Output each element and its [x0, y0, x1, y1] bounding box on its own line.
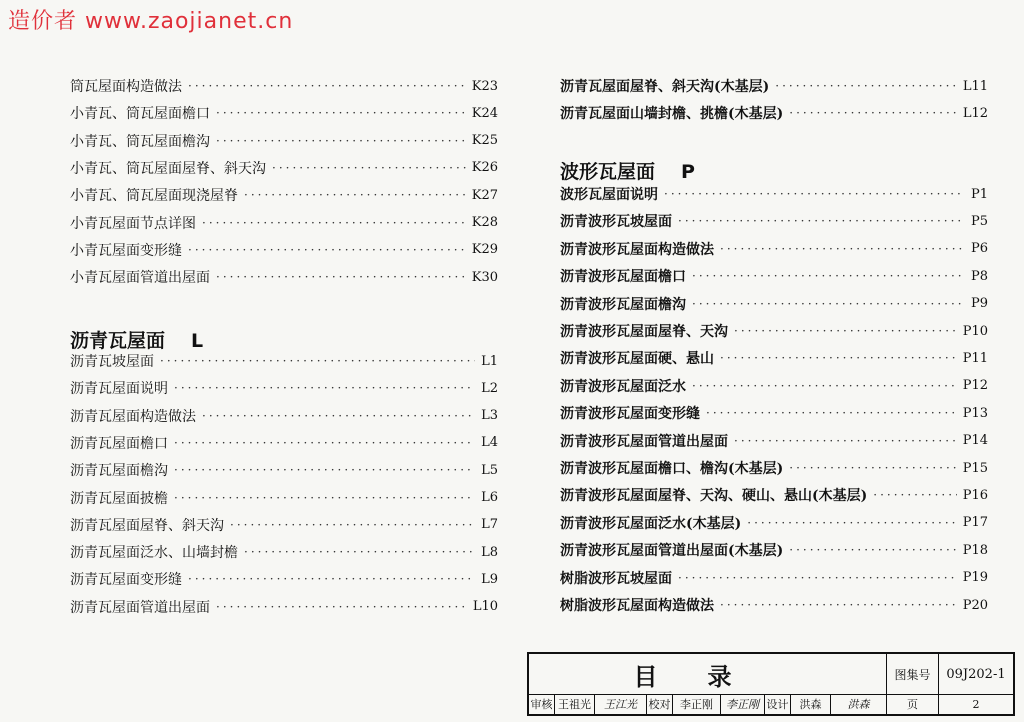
toc-entry-title: 沥青波形瓦屋面变形缝: [560, 406, 700, 423]
toc-entry-title: 树脂波形瓦屋面构造做法: [560, 598, 714, 614]
toc-entry: [560, 565, 988, 591]
toc-entry: [70, 210, 498, 236]
toc-entry-title: 沥青波形瓦屋面檐口: [560, 269, 686, 286]
dot-leader: [174, 491, 475, 505]
toc-entry: [560, 482, 988, 508]
toc-entry-page: L3: [481, 408, 498, 424]
toc-entry: [70, 430, 498, 456]
toc-entry-title: 小青瓦屋面节点详图: [70, 215, 196, 232]
toc-entry-page: L6: [481, 490, 498, 505]
toc-entry: [560, 263, 988, 289]
atlas-number-label: 图集号: [887, 654, 939, 694]
toc-entry-page: P16: [962, 487, 988, 503]
toc-entry: [560, 345, 988, 371]
title-block-row-signatures: [529, 694, 1013, 714]
reviewer-signature: 王江光: [595, 694, 647, 714]
dot-leader: [747, 516, 956, 530]
reviewer-name: 王祖光: [555, 694, 595, 714]
toc-entry-page: P6: [970, 241, 988, 257]
toc-entry-title: 沥青波形瓦屋面管道出屋面(木基层): [560, 543, 784, 560]
page-label: 页: [887, 694, 939, 714]
toc-entry-page: L8: [481, 544, 498, 560]
toc-entry: [70, 566, 498, 592]
toc-entry-title: 沥青瓦屋面屋脊、斜天沟: [70, 517, 224, 534]
dot-leader: [174, 463, 475, 477]
section-title: 波形瓦屋面: [560, 161, 656, 183]
toc-entry-page: P14: [962, 433, 988, 449]
review-label: 审核: [529, 694, 555, 714]
toc-entry-page: P8: [970, 268, 988, 284]
page-number: 2: [972, 697, 980, 711]
dot-leader: [188, 243, 466, 257]
toc-entry-title: 沥青瓦屋面檐口: [70, 435, 168, 452]
section-code: P: [681, 161, 695, 183]
dot-leader: [692, 269, 965, 283]
toc-entry-title: 沥青波形瓦坡屋面: [560, 214, 672, 231]
dot-leader: [244, 545, 475, 559]
toc-entry-page: P15: [962, 460, 988, 476]
toc-entry-page: K25: [471, 133, 498, 149]
toc-entry: [560, 291, 988, 317]
dot-leader: [720, 351, 957, 365]
section-heading-p: [560, 157, 695, 184]
dot-leader: [692, 379, 957, 393]
toc-entry-title: 沥青瓦屋面说明: [70, 381, 168, 398]
dot-leader: [216, 600, 467, 614]
toc-entry: [560, 510, 988, 536]
dot-leader: [678, 214, 965, 228]
toc-entry: [560, 181, 988, 207]
toc-entry-title: 沥青瓦坡屋面: [70, 354, 154, 370]
toc-entry-page: P18: [962, 542, 988, 558]
dot-leader: [734, 434, 957, 448]
toc-entry: [70, 512, 498, 538]
toc-entry: [560, 100, 988, 126]
toc-entry-title: 沥青瓦屋面屋脊、斜天沟(木基层): [560, 79, 770, 95]
toc-entry-title: 沥青瓦屋面披檐: [70, 490, 168, 507]
toc-entry-page: L11: [962, 78, 988, 94]
toc-entry-page: P20: [962, 597, 988, 613]
dot-leader: [775, 79, 957, 93]
toc-entry-page: L10: [472, 599, 498, 615]
toc-entry: [70, 182, 498, 208]
toc-entry-page: K24: [471, 105, 498, 121]
toc-entry: [70, 348, 498, 374]
designer-signature: 洪森: [831, 694, 887, 714]
toc-entry-page: P10: [962, 323, 988, 339]
dot-leader: [720, 598, 957, 612]
toc-entry-page: L2: [481, 380, 498, 396]
toc-entry-title: 小青瓦、筒瓦屋面檐口: [70, 106, 210, 123]
toc-entry-title: 沥青波形瓦屋面檐沟: [560, 296, 686, 313]
toc-entry: [70, 375, 498, 401]
toc-entry: [70, 403, 498, 429]
toc-entry-page: L5: [481, 462, 498, 478]
toc-entry-page: P13: [962, 405, 988, 421]
toc-entry-title: 沥青波形瓦屋面泛水(木基层): [560, 515, 742, 532]
toc-entry-page: K30: [471, 269, 498, 285]
dot-leader: [873, 488, 956, 502]
toc-entry: [560, 208, 988, 234]
toc-entry-title: 波形瓦屋面说明: [560, 187, 658, 203]
toc-entry: [560, 400, 988, 426]
dot-leader: [160, 354, 475, 368]
toc-entry-page: P11: [962, 350, 988, 366]
toc-entry-title: 沥青波形瓦屋面硬、悬山: [560, 351, 714, 368]
toc-entry-title: 树脂波形瓦坡屋面: [560, 570, 672, 587]
toc-entry: [70, 237, 498, 263]
dot-leader: [216, 134, 466, 148]
toc-entry-page: P9: [970, 296, 988, 312]
toc-entry-title: 沥青瓦屋面泛水、山墙封檐: [70, 545, 238, 562]
toc-entry-page: P12: [962, 378, 988, 394]
dot-leader: [678, 571, 957, 585]
check-label: 校对: [647, 694, 673, 714]
toc-entry-page: K28: [471, 215, 498, 230]
dot-leader: [188, 572, 475, 586]
dot-leader: [244, 188, 466, 202]
document-title: 目录: [529, 654, 887, 694]
dot-leader: [789, 461, 956, 475]
toc-entry-page: P19: [962, 570, 988, 586]
toc-entry-title: 沥青瓦屋面檐沟: [70, 463, 168, 480]
dot-leader: [174, 436, 475, 450]
toc-entry: [560, 455, 988, 481]
toc-entry-title: 沥青波形瓦屋面屋脊、天沟: [560, 324, 728, 340]
section-code: L: [191, 330, 204, 352]
dot-leader: [216, 106, 466, 120]
dot-leader: [789, 543, 956, 557]
toc-entry-page: L9: [481, 571, 498, 587]
checker-signature: 李正刚: [721, 694, 765, 714]
toc-entry: [560, 373, 988, 399]
dot-leader: [202, 216, 466, 230]
toc-entry-title: 沥青波形瓦屋面构造做法: [560, 241, 714, 258]
toc-entry: [70, 155, 498, 181]
toc-entry: [70, 100, 498, 126]
toc-entry-page: P17: [962, 515, 988, 531]
toc-entry-page: L4: [481, 435, 498, 451]
designer-name: 洪森: [791, 694, 831, 714]
dot-leader: [188, 79, 466, 93]
toc-entry: [560, 537, 988, 563]
dot-leader: [789, 106, 957, 120]
toc-entry-title: 小青瓦、筒瓦屋面现浇屋脊: [70, 188, 238, 205]
watermark: 造价者 www.zaojianet.cn: [8, 9, 294, 34]
toc-entry-title: 筒瓦屋面构造做法: [70, 79, 182, 95]
dot-leader: [734, 324, 957, 338]
dot-leader: [272, 161, 466, 175]
dot-leader: [720, 242, 965, 256]
design-label: 设计: [765, 694, 791, 714]
toc-entry: [560, 236, 988, 262]
dot-leader: [706, 406, 957, 420]
toc-entry-title: 沥青瓦屋面山墙封檐、挑檐(木基层): [560, 106, 784, 122]
toc-entry: [70, 73, 498, 99]
dot-leader: [230, 518, 475, 532]
toc-entry-title: 小青瓦、筒瓦屋面檐沟: [70, 133, 210, 150]
toc-entry: [70, 457, 498, 483]
toc-entry-title: 沥青瓦屋面管道出屋面: [70, 599, 210, 616]
toc-entry: [560, 318, 988, 344]
toc-entry-title: 沥青波形瓦屋面泛水: [560, 378, 686, 395]
toc-entry-title: 沥青瓦屋面构造做法: [70, 408, 196, 425]
toc-entry: [70, 539, 498, 565]
title-block-row-main: [529, 654, 1013, 695]
toc-entry: [560, 73, 988, 99]
toc-entry-page: K27: [471, 187, 498, 203]
toc-entry-page: P1: [970, 186, 988, 202]
title-block: [527, 652, 1015, 716]
toc-entry-page: P5: [970, 213, 988, 229]
toc-entry: [70, 264, 498, 290]
toc-entry-title: 沥青瓦屋面变形缝: [70, 572, 182, 589]
toc-entry-title: 沥青波形瓦屋面屋脊、天沟、硬山、悬山(木基层): [560, 488, 868, 505]
toc-entry-page: K29: [471, 242, 498, 258]
toc-entry-title: 小青瓦屋面变形缝: [70, 242, 182, 259]
toc-entry-title: 沥青波形瓦屋面檐口、檐沟(木基层): [560, 461, 784, 477]
checker-name: 李正刚: [673, 694, 721, 714]
atlas-number: 09J202-1: [946, 666, 1006, 682]
toc-entry: [70, 485, 498, 511]
dot-leader: [174, 381, 475, 395]
toc-entry-page: L1: [481, 353, 498, 369]
section-title: 沥青瓦屋面: [70, 330, 166, 352]
toc-entry: [560, 592, 988, 618]
toc-entry: [70, 128, 498, 154]
toc-entry: [560, 428, 988, 454]
toc-entry: [70, 594, 498, 620]
toc-entry-page: L7: [481, 517, 498, 533]
toc-entry-title: 小青瓦、筒瓦屋面屋脊、斜天沟: [70, 160, 266, 177]
toc-entry-title: 沥青波形瓦屋面管道出屋面: [560, 433, 728, 450]
toc-entry-page: L12: [962, 105, 988, 121]
toc-entry-page: K23: [471, 78, 498, 94]
dot-leader: [692, 297, 965, 311]
dot-leader: [216, 270, 466, 284]
dot-leader: [202, 409, 475, 423]
dot-leader: [664, 187, 965, 201]
toc-entry-page: K26: [471, 160, 498, 176]
toc-entry-title: 小青瓦屋面管道出屋面: [70, 270, 210, 287]
